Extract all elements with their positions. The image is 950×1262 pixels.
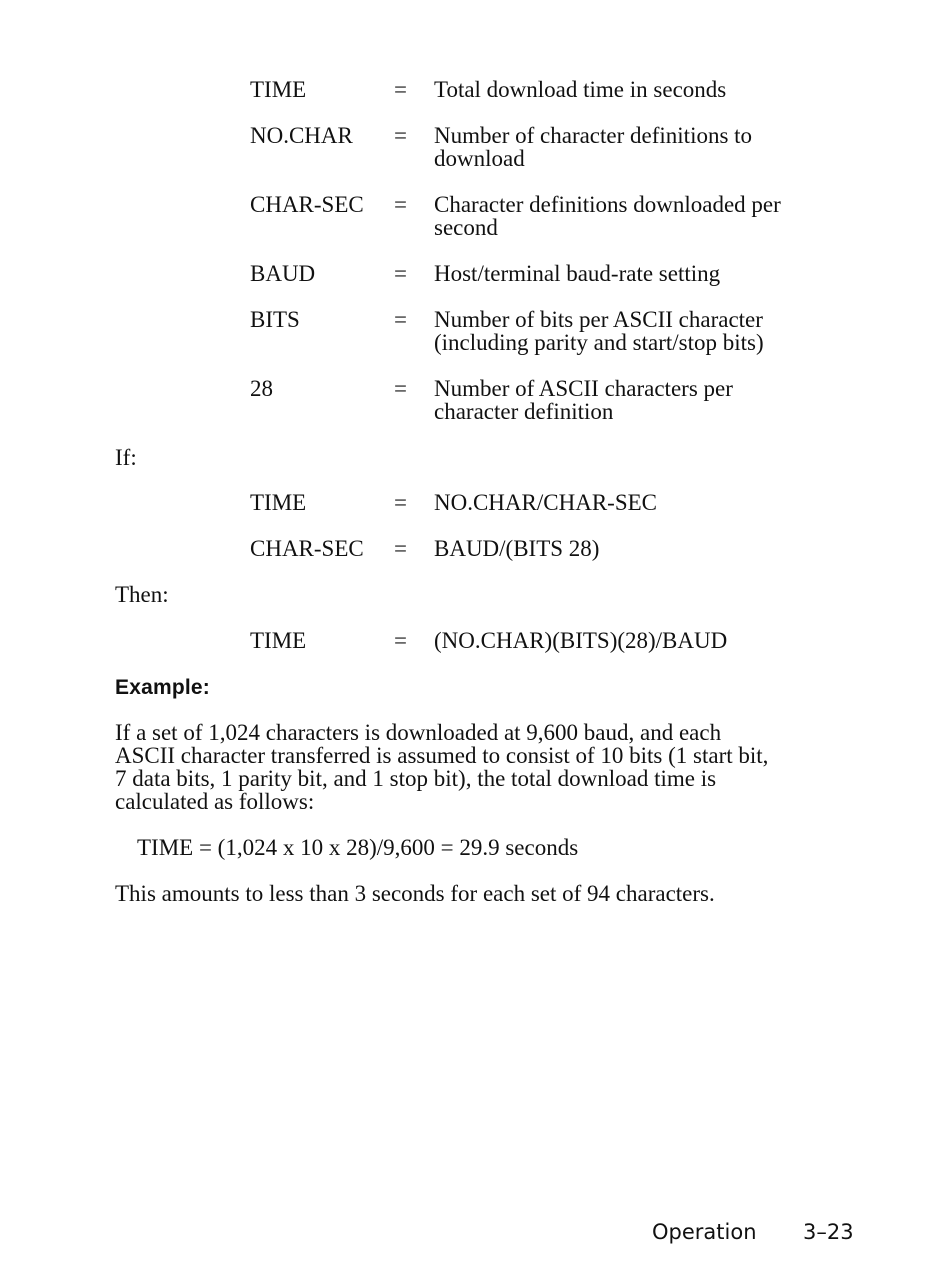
then-label: Then: <box>115 582 169 607</box>
equals-sign: = <box>394 77 407 102</box>
definition-description: Number of character definitions to download <box>434 123 753 171</box>
definition-description: Total download time in seconds <box>434 77 727 102</box>
definition-term: 28 <box>250 376 273 401</box>
example-heading: Example: <box>115 676 210 699</box>
formula-term: TIME <box>250 628 307 653</box>
definition-term: NO.CHAR <box>250 123 353 148</box>
example-paragraph: If a set of 1,024 characters is downloaded at 9,600 baud, and each ASCII character transferred is assumed to consist of 10 bits (1 start bit, 7 data bits, 1 parity bit, and 1 stop bit), the total download time is calculated as follows: <box>115 720 769 814</box>
formula-expression: NO.CHAR/CHAR-SEC <box>434 490 658 515</box>
definition-description: Number of ASCII characters per character definition <box>434 376 733 424</box>
formula-expression: BAUD/(BITS 28) <box>434 536 600 561</box>
definition-term: TIME <box>250 77 307 102</box>
definition-term: BITS <box>250 307 300 332</box>
equals-sign: = <box>394 536 407 561</box>
formula-term: CHAR-SEC <box>250 536 364 561</box>
summary-text: This amounts to less than 3 seconds for each set of 94 characters. <box>115 881 715 906</box>
definition-description: Number of bits per ASCII character (including parity and start/stop bits) <box>434 307 764 355</box>
equals-sign: = <box>394 490 407 515</box>
equals-sign: = <box>394 261 407 286</box>
formula-expression: (NO.CHAR)(BITS)(28)/BAUD <box>434 628 728 653</box>
formula-term: TIME <box>250 490 307 515</box>
equals-sign: = <box>394 376 407 401</box>
definition-term: CHAR-SEC <box>250 192 364 217</box>
equals-sign: = <box>394 123 407 148</box>
equals-sign: = <box>394 628 407 653</box>
if-label: If: <box>115 445 137 470</box>
footer-section-name: Operation <box>652 1220 757 1244</box>
equals-sign: = <box>394 192 407 217</box>
definition-term: BAUD <box>250 261 316 286</box>
equals-sign: = <box>394 307 407 332</box>
example-calculation: TIME = (1,024 x 10 x 28)/9,600 = 29.9 seconds <box>137 835 579 860</box>
footer-page-number: 3–23 <box>803 1220 854 1244</box>
definition-description: Character definitions downloaded per second <box>434 192 781 240</box>
definition-description: Host/terminal baud-rate setting <box>434 261 721 286</box>
